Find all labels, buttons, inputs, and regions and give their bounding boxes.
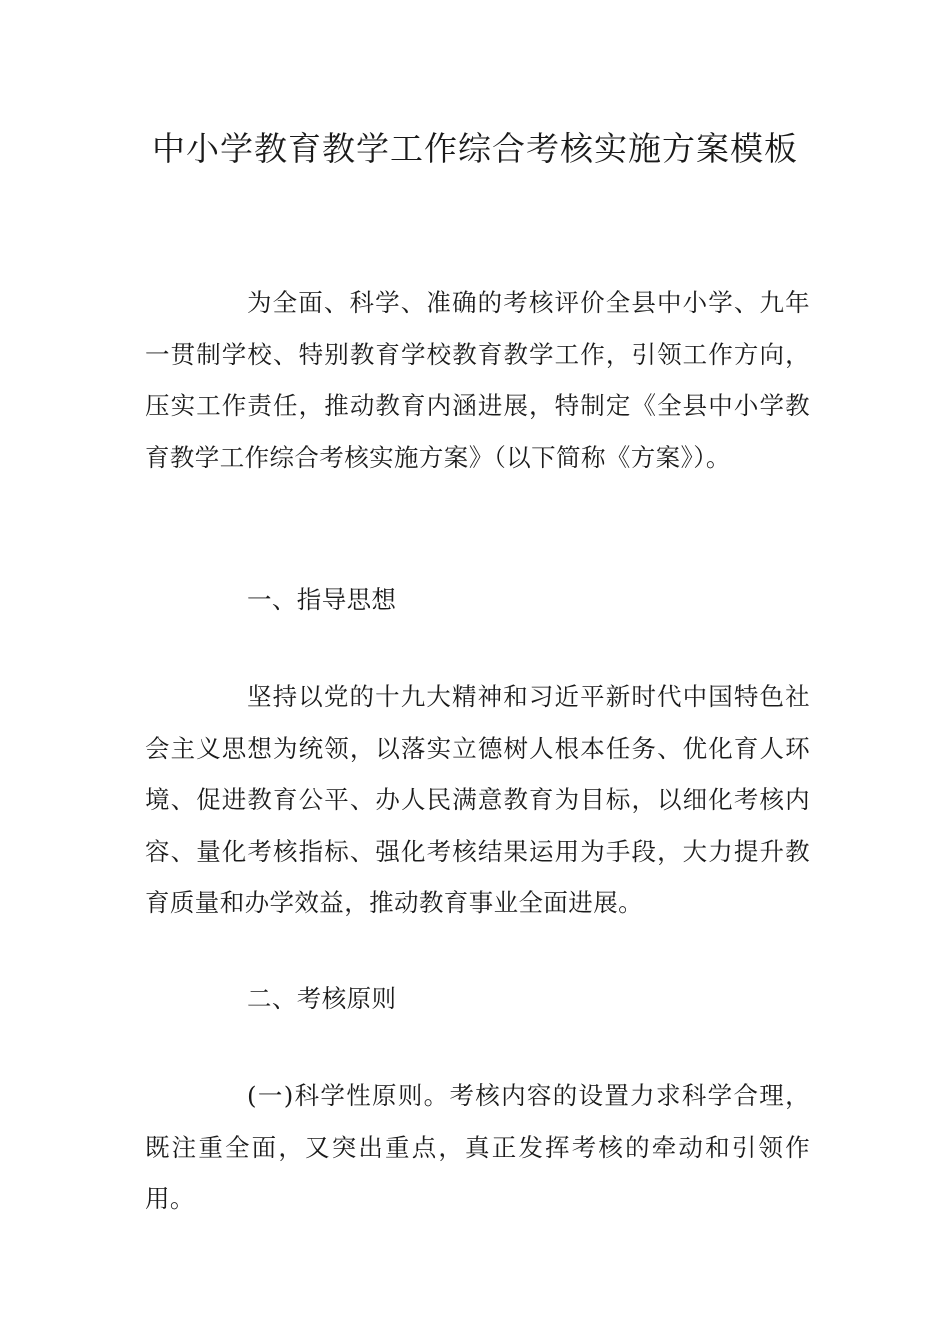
section-heading-guiding-ideology: 一、指导思想 xyxy=(247,585,397,614)
intro-paragraph: 为全面、科学、准确的考核评价全县中小学、九年一贯制学校、特别教育学校教育教学工作，引领工作方向，压实工作责任，推动教育内涵进展，特制定《全县中小学教育教学工作综合考核实施方案》（以下简称《方案》）。 xyxy=(145,288,810,472)
section-body-guiding-ideology: 坚持以党的十九大精神和习近平新时代中国特色社会主义思想为统领，以落实立德树人根本任务、优化育人环境、促进教育公平、办人民满意教育为目标，以细化考核内容、量化考核指标、强化考核结果运用为手段，大力提升教育质量和办学效益，推动教育事业全面进展。 xyxy=(145,682,810,917)
section-heading-assessment-principles: 二、考核原则 xyxy=(247,984,397,1013)
section-body-scientific-principle: (一)科学性原则。考核内容的设置力求科学合理，既注重全面，又突出重点，真正发挥考核的牵动和引领作用。 xyxy=(145,1081,810,1213)
document-title: 中小学教育教学工作综合考核实施方案模板 xyxy=(152,129,798,168)
